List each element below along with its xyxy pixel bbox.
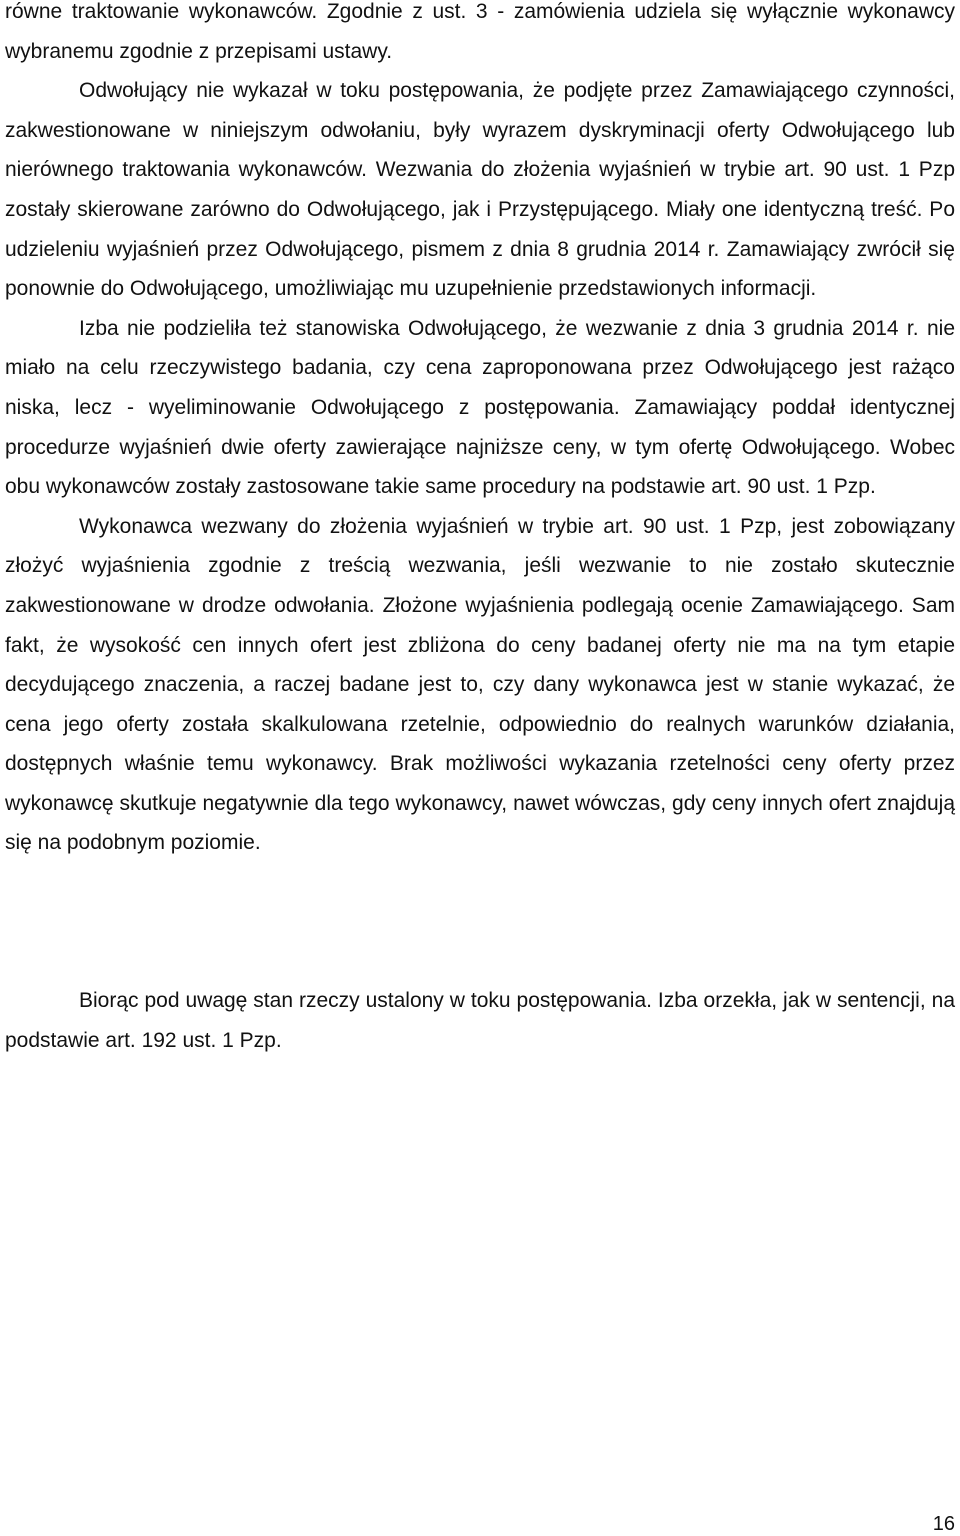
paragraph-continuation: równe traktowanie wykonawców. Zgodnie z ust. 3 - zamówienia udziela się wyłącznie wykonawcy wybranemu zgodnie z przepisami ustawy. — [5, 0, 955, 63]
paragraph-spacer — [5, 863, 955, 981]
paragraph-chamber-position: Izba nie podzieliła też stanowiska Odwołującego, że wezwanie z dnia 3 grudnia 2014 r. nie miało na celu rzeczywistego badania, czy cena zaproponowana przez Odwołującego jest rażąco niska, lecz - wyeliminowanie Odwołującego z postępowania. Zamawiający poddał identycznej procedurze wyjaśnień dwie oferty zawierające najniższe ceny, w tym ofertę Odwołującego. Wobec obu wykonawców zostały zastosowane takie same procedury na podstawie art. 90 ust. 1 Pzp. — [5, 316, 955, 499]
paragraph-conclusion: Biorąc pod uwagę stan rzeczy ustalony w toku postępowania. Izba orzekła, jak w sentencji, na podstawie art. 192 ust. 1 Pzp. — [5, 989, 955, 1052]
document-page — [5, 0, 955, 1060]
paragraph-explanations: Wykonawca wezwany do złożenia wyjaśnień w trybie art. 90 ust. 1 Pzp, jest zobowiązany złożyć wyjaśnienia zgodnie z treścią wezwania, jeśli wezwanie to nie zostało skutecznie zakwestionowane w drodze odwołania. Złożone wyjaśnienia podlegają ocenie Zamawiającego. Sam fakt, że wysokość cen innych ofert jest zbliżona do ceny badanej oferty nie ma na tym etapie decydującego znaczenia, a raczej badane jest to, czy dany wykonawca jest w stanie wykazać, że cena jego oferty została skalkulowana rzetelnie, odpowiednio do realnych warunków działania, dostępnych właśnie temu wykonawcy. Brak możliwości wykazania rzetelności ceny oferty przez wykonawcę skutkuje negatywnie dla tego wykonawcy, nawet wówczas, gdy ceny innych ofert znajdują się na podobnym poziomie. — [5, 514, 955, 855]
paragraph-discrimination: Odwołujący nie wykazał w toku postępowania, że podjęte przez Zamawiającego czynności, zakwestionowane w niniejszym odwołaniu, były wyrazem dyskryminacji oferty Odwołującego lub nierównego traktowania wykonawców. Wezwania do złożenia wyjaśnień w trybie art. 90 ust. 1 Pzp zostały skierowane zarówno do Odwołującego, jak i Przystępującego. Miały one identyczną treść. Po udzieleniu wyjaśnień przez Odwołującego, pismem z dnia 8 grudnia 2014 r. Zamawiający zwrócił się ponownie do Odwołującego, umożliwiając mu uzupełnienie przedstawionych informacji. — [5, 79, 955, 301]
page-number: 16 — [932, 1513, 955, 1535]
